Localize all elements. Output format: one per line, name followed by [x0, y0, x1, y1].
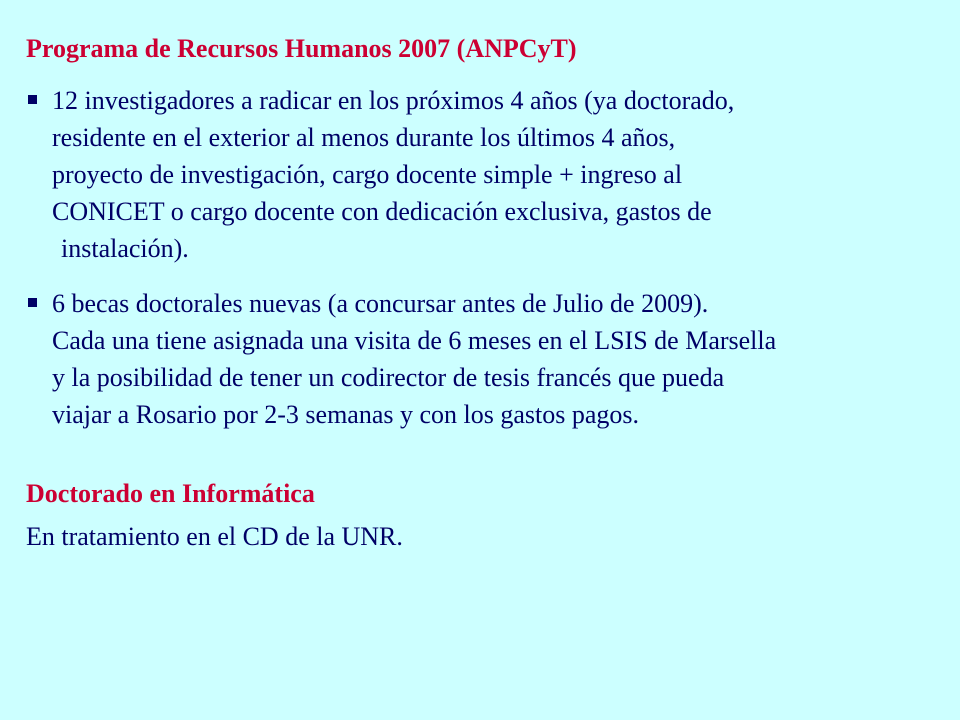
bullet-text-line: residente en el exterior al menos durante los últimos 4 años, [52, 123, 676, 152]
section-title-recursos-humanos: Programa de Recursos Humanos 2007 (ANPCyT) [26, 34, 577, 63]
bullet-item-investigadores [28, 82, 734, 267]
bullet-text-line: 6 becas doctorales nuevas (a concursar antes de Julio de 2009). [52, 289, 709, 318]
square-bullet-icon [28, 95, 37, 104]
bullet-text-line: viajar a Rosario por 2-3 semanas y con los gastos pagos. [52, 400, 640, 429]
bullet-text-line: 12 investigadores a radicar en los próximos 4 años (ya doctorado, [52, 86, 735, 115]
bullet-text-line: y la posibilidad de tener un codirector de tesis francés que pueda [52, 363, 725, 392]
square-bullet-icon [28, 298, 37, 307]
bullet-text-line: instalación). [61, 234, 189, 263]
bullet-text-line: Cada una tiene asignada una visita de 6 meses en el LSIS de Marsella [52, 326, 777, 355]
bullet-text-line: CONICET o cargo docente con dedicación exclusiva, gastos de [52, 197, 712, 226]
doctorado-status-text: En tratamiento en el CD de la UNR. [26, 522, 403, 551]
bullet-text-line: proyecto de investigación, cargo docente simple + ingreso al [52, 160, 683, 189]
bullet-item-becas [28, 285, 776, 433]
section-title-doctorado: Doctorado en Informática [26, 479, 315, 508]
